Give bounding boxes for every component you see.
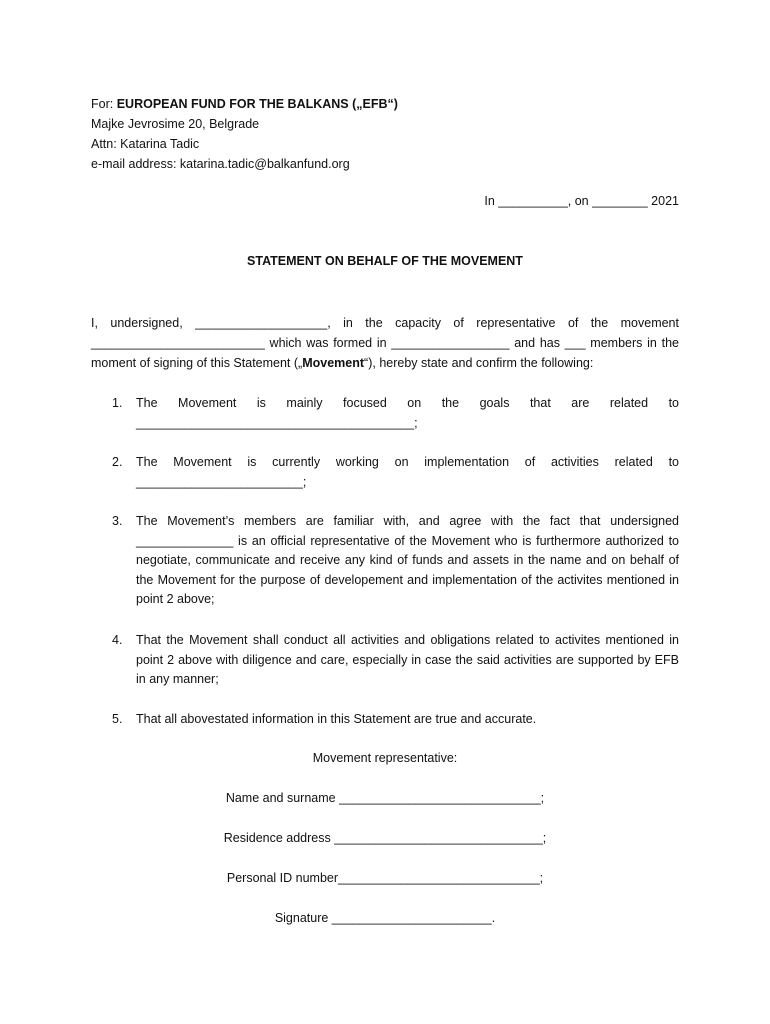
item-text: That all abovestated information in this Statement are true and accurate. bbox=[136, 712, 537, 726]
statement-item-4 bbox=[91, 631, 679, 690]
item-text-line: The Movement is currently working on implementation of activities related to bbox=[136, 455, 679, 469]
recipient-name: EUROPEAN FUND FOR THE BALKANS („EFB“) bbox=[116, 97, 398, 111]
attention-line: Attn: Katarina Tadic bbox=[91, 137, 200, 151]
item-text bbox=[136, 453, 679, 492]
recipient-prefix: For: bbox=[91, 97, 117, 111]
email-address: e-mail address: katarina.tadic@balkanfund.org bbox=[91, 157, 350, 171]
intro-paragraph bbox=[91, 313, 679, 373]
item-text-blank: ________________________________________; bbox=[136, 415, 418, 430]
item-text: The Movement’s members are familiar with, and agree with the fact that undersigned ______________ is an official representative of the Movement who is furthermore authorized to negotiate, communicate and receive any kind of funds and assets in the name and on behalf of the Movement for the purpose of developement and implementation of the activites mentioned in point 2 above; bbox=[136, 514, 679, 606]
residence-address-field: Residence address ______________________________; bbox=[223, 831, 547, 845]
statement-item-5 bbox=[91, 710, 679, 730]
statement-item-2 bbox=[91, 453, 679, 492]
street-address: Majke Jevrosime 20, Belgrade bbox=[91, 117, 260, 131]
intro-text-part2: “), hereby state and confirm the following: bbox=[364, 356, 594, 370]
recipient-address-block bbox=[91, 94, 398, 174]
signature-field: Signature _______________________. bbox=[274, 911, 496, 925]
item-number: 5. bbox=[112, 712, 123, 726]
item-number: 2. bbox=[112, 455, 123, 469]
item-text-blank: ________________________; bbox=[136, 474, 307, 489]
item-text bbox=[136, 394, 679, 433]
movement-term: Movement bbox=[302, 356, 365, 370]
item-text: That the Movement shall conduct all activities and obligations related to activites mentioned in point 2 above with diligence and care, especially in case the said activities are supported by EFB in any manner; bbox=[136, 633, 679, 686]
statement-item-3 bbox=[91, 512, 679, 610]
name-surname-field: Name and surname _____________________________; bbox=[225, 791, 545, 805]
item-number: 1. bbox=[112, 396, 123, 410]
intro-text-part1: I, undersigned, ___________________, in the capacity of representative of the movement _________________________ which was formed in _________________ and has ___ members in the moment of signing of this Statement („ bbox=[91, 316, 679, 370]
recipient-line bbox=[91, 94, 398, 114]
item-number: 4. bbox=[112, 633, 123, 647]
place-date-line: In __________, on ________ 2021 bbox=[484, 194, 679, 208]
statement-item-1 bbox=[91, 394, 679, 433]
representative-heading: Movement representative: bbox=[312, 751, 458, 765]
personal-id-field: Personal ID number_____________________________; bbox=[226, 871, 544, 885]
item-number: 3. bbox=[112, 514, 123, 528]
item-text-line: The Movement is mainly focused on the goals that are related to bbox=[136, 396, 679, 410]
document-title: STATEMENT ON BEHALF OF THE MOVEMENT bbox=[247, 254, 523, 268]
